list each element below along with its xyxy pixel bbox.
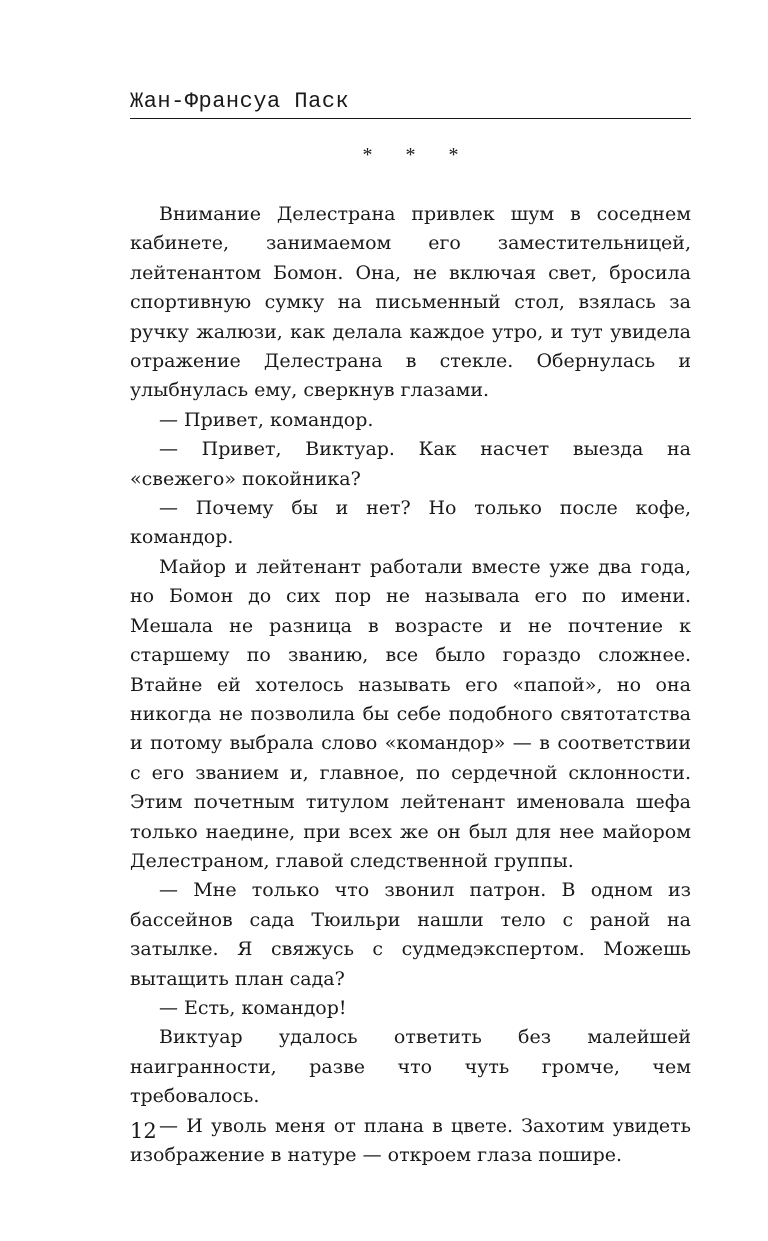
paragraph: Майор и лейтенант работали вместе уже два года, но Бомон до сих пор не называла его по имени. Мешала не разница в возрасте и не почтение к старшему по званию, все было гораздо сложнее. Втайне ей хотелось называть его «папой», но она никогда не позволила бы себе подобного святотатства и потому выбрала слово «командор» — в соответствии с его званием и, главное, по сердечной склонности. Этим почетным титулом лейтенант именовала шефа только наедине, при всех же он был для нее майором Делестраном, главой следственной группы. (130, 555, 691, 872)
book-page (130, 0, 691, 1241)
paragraph: — Почему бы и нет? Но только после кофе, командор. (130, 497, 691, 549)
paragraph: — Привет, Виктуар. Как насчет выезда на «свежего» покойника? (130, 438, 691, 490)
paragraph: Виктуар удалось ответить без малейшей наигранности, разве что чуть громче, чем требовалось. (130, 1026, 691, 1108)
header-rule (130, 118, 691, 119)
paragraph: Внимание Делестрана привлек шум в соседнем кабинете, занимаемом его заместительницей, лейтенантом Бомон. Она, не включая свет, бросила спортивную сумку на письменный стол, взялась за ручку жалюзи, как делала каждое утро, и тут увидела отражение Делестрана в стекле. Обернулась и улыбнулась ему, сверкнув глазами. (130, 203, 691, 402)
paragraph: — Есть, командор! (159, 996, 347, 1019)
paragraph: — Мне только что звонил патрон. В одном из бассейнов сада Тюильри нашли тело с раной на затылке. Я свяжусь с судмедэкспертом. Можешь вытащить план сада? (130, 879, 691, 990)
paragraph: — И уволь меня от плана в цвете. Захотим увидеть изображение в натуре — откроем глаза пошире. (130, 1114, 691, 1166)
section-separator: * * * (362, 144, 473, 166)
page-number: 12 (130, 1119, 157, 1143)
running-head-author: Жан-Франсуа Паск (130, 89, 350, 114)
paragraph: — Привет, командор. (159, 408, 374, 431)
body-text (130, 200, 691, 1170)
